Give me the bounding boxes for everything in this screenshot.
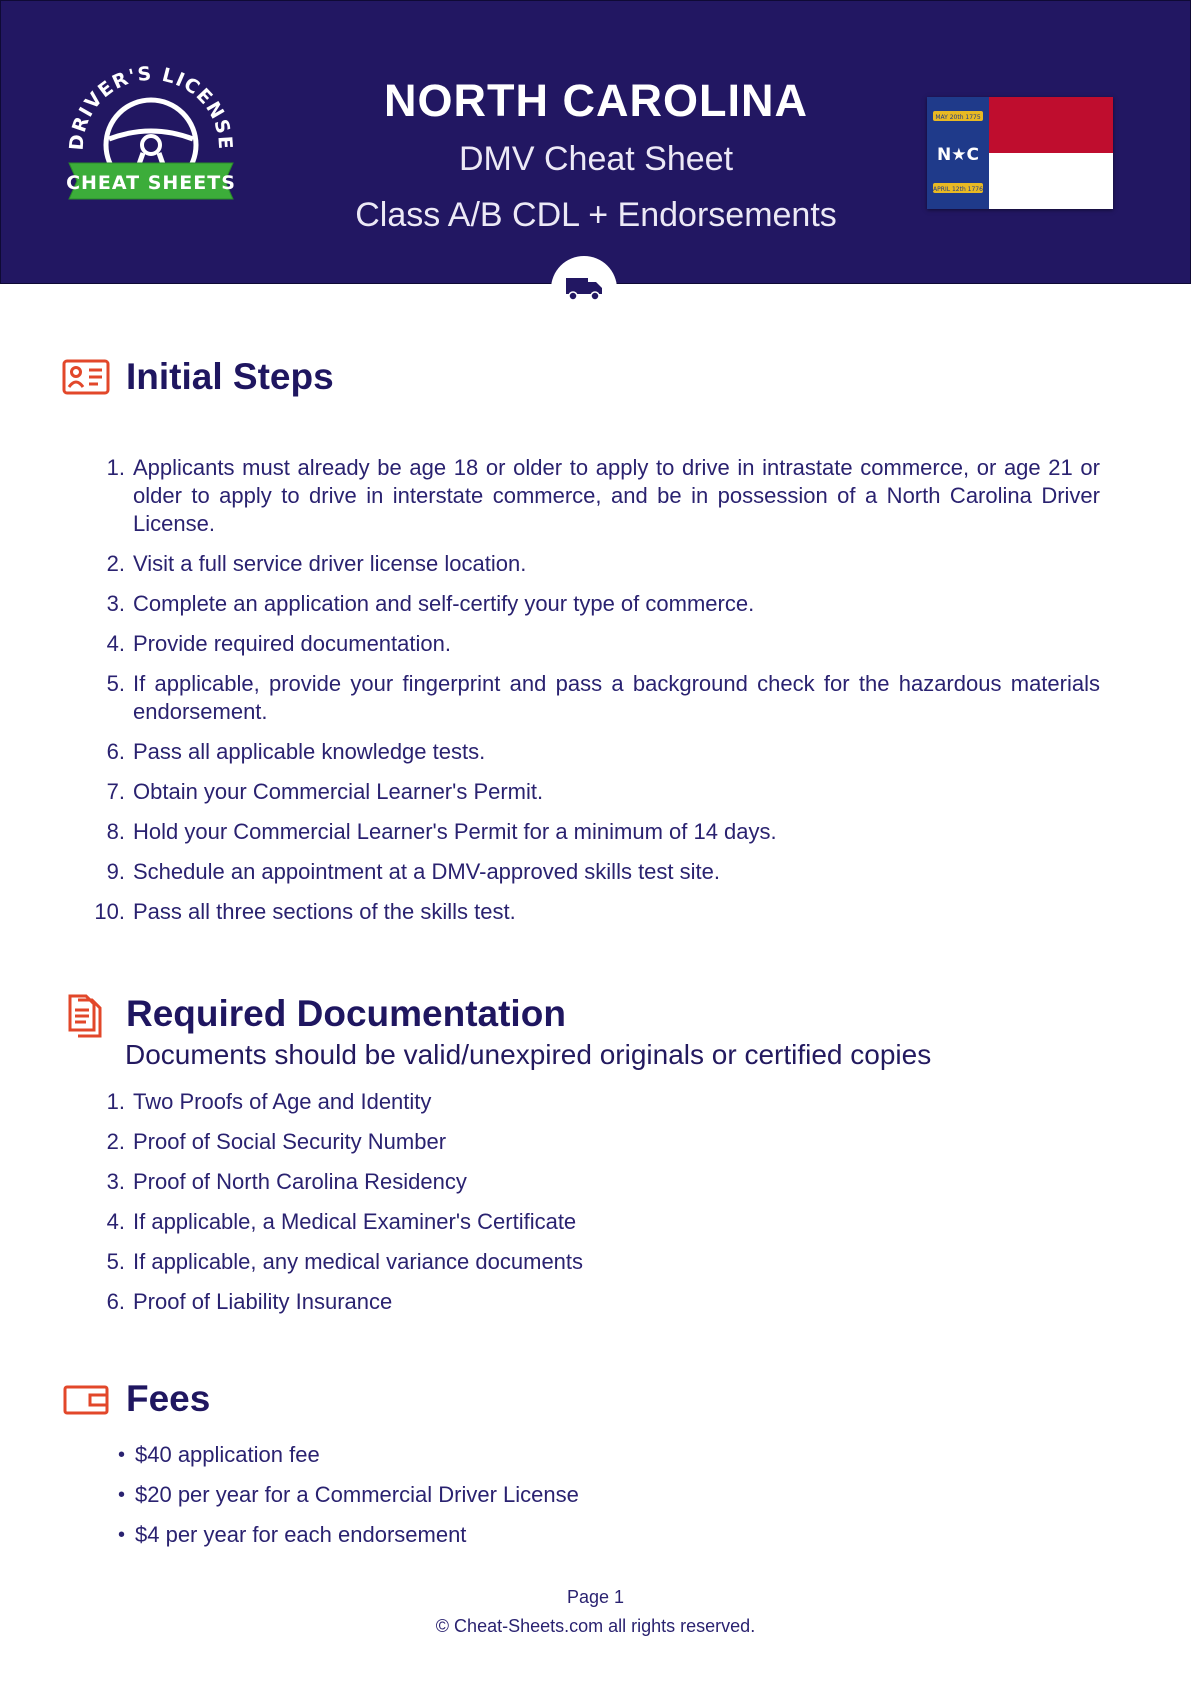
initial-steps-title: Initial Steps <box>126 356 334 397</box>
required-docs-list <box>80 1088 1100 1328</box>
required-docs-header <box>62 990 566 1038</box>
list-item: 2. Proof of Social Security Number <box>106 1129 447 1154</box>
list-item: • $4 per year for each endorsement <box>117 1522 467 1547</box>
cheat-sheets-logo <box>61 53 241 213</box>
list-item: 8. Hold your Commercial Learner's Permit for a minimum of 14 days. <box>106 819 777 844</box>
list-item: 4. If applicable, a Medical Examiner's Certificate <box>106 1209 577 1234</box>
list-item: • $20 per year for a Commercial Driver License <box>117 1482 579 1507</box>
initial-steps-header <box>62 353 334 401</box>
page-subtitle: DMV Cheat Sheet <box>458 140 734 178</box>
fees-header <box>62 1375 210 1423</box>
list-item: 3. Complete an application and self-certify your type of commerce. <box>106 591 755 616</box>
fees-list <box>80 1441 1100 1561</box>
list-item: 3. Proof of North Carolina Residency <box>106 1169 467 1194</box>
flag-date-bottom: APRIL 12th 1776 <box>933 186 983 193</box>
flag-letters: N★C <box>937 145 979 165</box>
list-item: 2. Visit a full service driver license location. <box>106 551 527 576</box>
documents-icon <box>62 990 110 1038</box>
id-card-icon <box>62 353 110 401</box>
required-docs-title: Required Documentation <box>126 993 566 1034</box>
list-item: 4. Provide required documentation. <box>106 631 451 656</box>
logo-arc-text: DRIVER'S LICENSE <box>65 62 237 152</box>
list-item: • $40 application fee <box>117 1442 320 1467</box>
header-titles <box>261 71 931 243</box>
list-item: 5. If applicable, any medical variance documents <box>106 1249 584 1274</box>
list-item: 6. Proof of Liability Insurance <box>106 1289 393 1314</box>
list-item: 10. Pass all three sections of the skills test. <box>94 899 516 924</box>
list-item: 1. Two Proofs of Age and Identity <box>106 1089 432 1114</box>
copyright: © Cheat-Sheets.com all rights reserved. <box>435 1616 756 1636</box>
page-number: Page 1 <box>566 1587 625 1607</box>
page-header <box>0 0 1191 284</box>
list-item: 6. Pass all applicable knowledge tests. <box>106 739 486 764</box>
list-item: 1. Applicants must already be age 18 or older to apply to drive in intrastate commerce, or age 21 or older to apply to drive in interstate commerce, and be in possession of a North Carolina Driver License. <box>106 455 1100 536</box>
north-carolina-flag <box>927 97 1113 209</box>
list-item: 5. If applicable, provide your fingerprint and pass a background check for the hazardous materials endorsement. <box>106 671 1100 724</box>
list-item: 7. Obtain your Commercial Learner's Permit. <box>106 779 544 804</box>
wallet-icon <box>62 1375 110 1423</box>
flag-date-top: MAY 20th 1775 <box>935 114 981 121</box>
logo-banner-text: CHEAT SHEETS <box>66 172 236 194</box>
page-subtitle-2: Class A/B CDL + Endorsements <box>355 196 837 234</box>
required-docs-subtitle: Documents should be valid/unexpired originals or certified copies <box>125 1039 932 1070</box>
list-item: 9. Schedule an appointment at a DMV-approved skills test site. <box>106 859 720 884</box>
page-title: NORTH CAROLINA <box>384 75 808 126</box>
fees-title: Fees <box>126 1378 211 1419</box>
initial-steps-list <box>80 454 1100 938</box>
truck-icon <box>564 274 604 302</box>
